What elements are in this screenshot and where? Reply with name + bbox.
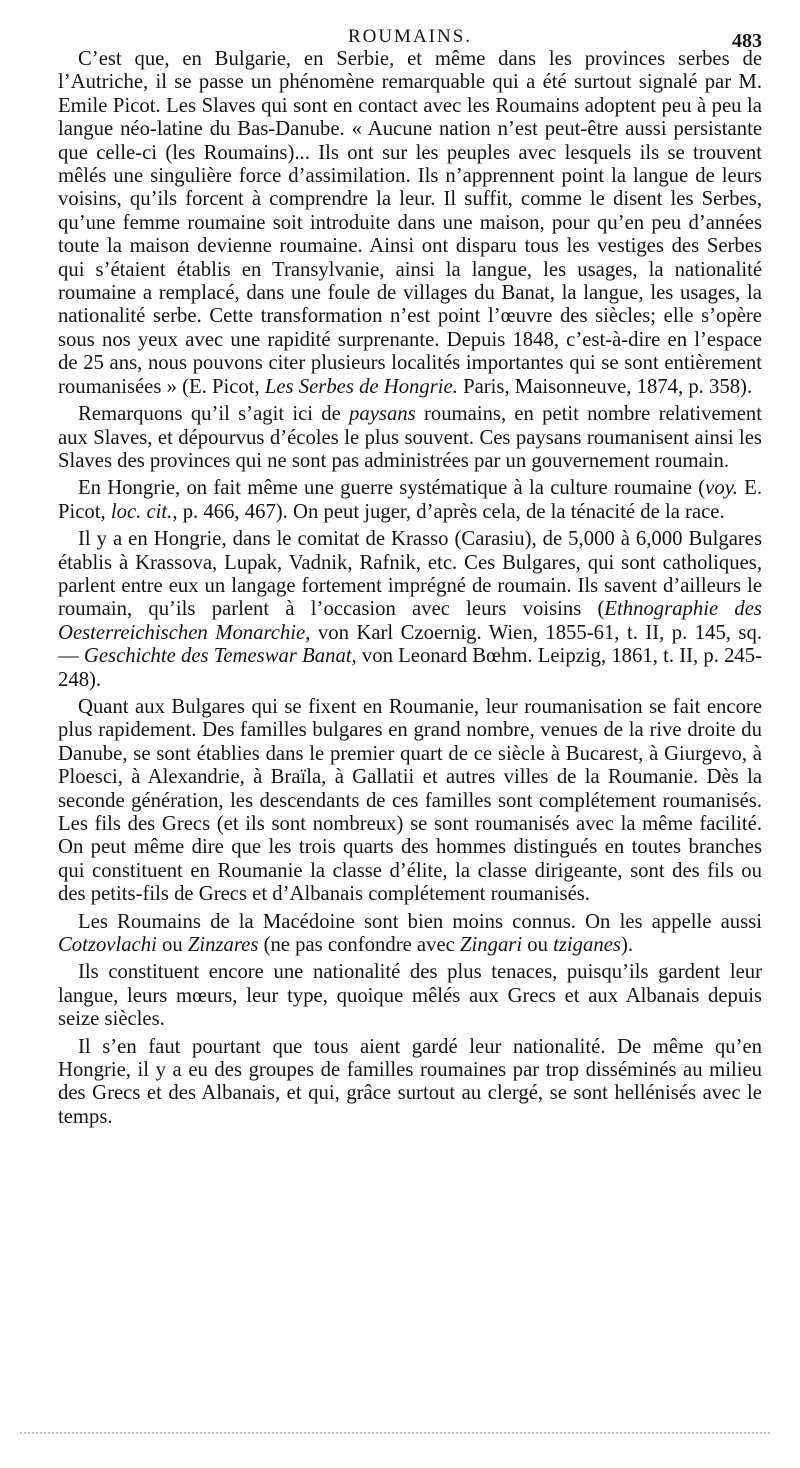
paragraph <box>58 477 762 524</box>
page-header <box>58 0 762 52</box>
italic-text: loc. cit. <box>110 500 173 523</box>
italic-text: Les Serbes de Hongrie. <box>264 375 458 398</box>
paragraph <box>58 696 762 907</box>
text-run: ). <box>620 934 633 957</box>
page-number: 483 <box>732 30 762 52</box>
paragraph <box>58 403 762 473</box>
text-run: Remarquons qu’il s’agit ici de <box>78 403 350 426</box>
stray-dot-marks <box>20 1432 770 1438</box>
text-run: roumains, en petit nombre relativement aux Slaves, et dépourvus d’écoles le plus souvent. Ces paysans roumanisent ainsi les Slaves des provinces qui ne sont pas administrées par un gouvernement roumain. <box>58 403 762 472</box>
text-run: ou <box>156 934 188 957</box>
italic-text: Zinzares <box>187 934 259 957</box>
text-run: , von Leonard Bœhm. Leipzig, 1861, t. II, p. 245-248). <box>58 645 762 691</box>
text-run: Ils constituent encore une nationalité des plus tenaces, puisqu’ils gardent leur langue, leurs mœurs, leur type, quoique mêlés aux Grecs et aux Albanais depuis seize siècles. <box>58 961 762 1031</box>
paragraph <box>58 48 762 399</box>
body-text <box>58 48 762 1129</box>
italic-text: paysans <box>349 403 416 426</box>
text-run: Il s’en faut pourtant que tous aient gardé leur nationalité. De même qu’en Hongrie, il y a eu des groupes de familles roumaines par trop disséminés au milieu des Grecs et des Albanais, et qui, grâce surtout au clergé, se sont hellénisés avec le temps. <box>58 1035 762 1128</box>
text-run: C’est que, en Bulgarie, en Serbie, et même dans les provinces serbes de l’Autriche, il se passe un phénomène remarquable qui a été surtout signalé par M. Emile Picot. Les Slaves qui sont en contact avec les Roumains adoptent peu à peu la langue néo-latine du Bas-Danube. « Aucune nation n’est peut-être aussi persistante que celle-ci (les Roumains)... Ils ont sur les peuples avec lesquels ils se trouvent mêlés une singulière force d’assimilation. Ils n’apprennent point la langue de leurs voisins, qu’ils forcent à comprendre la leur. Il suffit, comme le disent les Serbes, qu’une femme roumaine soit introduite dans une maison, pour qu’en peu d’années toute la maison devienne roumaine. Ainsi ont disparu tous les vestiges des Serbes qui s’étaient établis en Transylvanie, ainsi la langue, les usages, la nationalité roumaine a remplacé, dans une foule de villages du Banat, la langue, les usages, la nationalité serbe. Cette transformation n’est point l’œuvre des siècles; elle s’opère sous nos yeux avec une rapidité surprenante. Depuis 1848, c’est-à-dire en l’espace de 25 ans, nous pouvons citer plusieurs localités importantes qui se sont entièrement roumanisées » (E. Picot, <box>58 48 762 398</box>
text-run: , von Karl Czoernig. Wien, 1855-61, t. II, p. 145, sq. — <box>58 621 763 668</box>
italic-text: Ethnographie des Oesterreichischen Monarchie <box>58 598 762 644</box>
text-run: Il y a en Hongrie, dans le comitat de Krasso (Carasiu), de 5,000 à 6,000 Bulgares établis à Krassova, Lupak, Vadnik, Rafnik, etc. Ces Bulgares, qui sont catholiques, parlent entre eux un langage fortement imprégné de roumain. Ils savent d’ailleurs le roumain, qu’ils parlent à l’occasion avec leurs voisins ( <box>58 528 762 621</box>
italic-text: Cotzovlachi <box>58 934 157 957</box>
text-run: Quant aux Bulgares qui se fixent en Roumanie, leur roumanisation se fait encore plus rapidement. Des familles bulgares en grand nombre, venues de la rive droite du Danube, se sont établies dans le premier quart de ce siècle à Bucarest, à Giurgevo, à Ploesci, à Alexandrie, à Braïla, à Gallatii et autres villes de la Roumanie. Dès la seconde génération, les descendants de ces familles sont complétement roumanisés. Les fils des Grecs (et ils sont nombreux) se sont roumanisés avec la même facilité. On peut même dire que les trois quarts des hommes distingués en toutes branches qui constituent en Roumanie la classe d’élite, la classe dirigeante, sont des fils ou des petits-fils de Grecs et d’Albanais complétement roumanisés. <box>58 695 762 906</box>
paragraph <box>58 911 762 958</box>
text-run: (ne pas confondre avec <box>258 934 460 957</box>
text-run: Les Roumains de la Macédoine sont bien moins connus. On les appelle aussi <box>78 910 762 933</box>
text-run: , p. 466, 467). On peut juger, d’après cela, de la ténacité de la race. <box>172 500 725 523</box>
italic-text: voy. <box>705 477 738 500</box>
italic-text: Geschichte des Temeswar Banat <box>83 645 352 668</box>
text-run: ou <box>522 934 554 957</box>
italic-text: Zingari <box>460 934 523 957</box>
text-run: En Hongrie, on fait même une guerre systématique à la culture roumaine ( <box>78 477 706 500</box>
running-head: ROUMAINS. <box>347 26 473 47</box>
paragraph <box>58 528 762 692</box>
paragraph <box>58 1036 762 1130</box>
paragraph <box>58 961 762 1031</box>
italic-text: tziganes <box>553 934 621 957</box>
text-run: Paris, Maisonneuve, 1874, p. 358). <box>457 375 753 398</box>
text-run: E. Picot, <box>58 477 762 523</box>
